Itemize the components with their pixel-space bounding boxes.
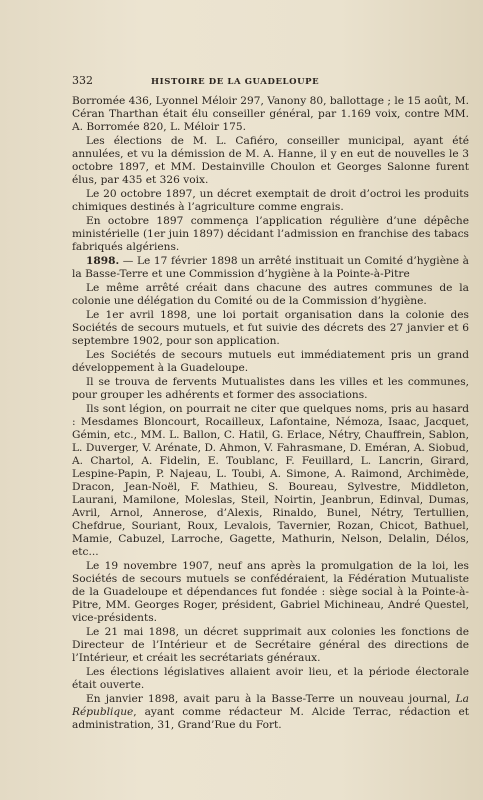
paragraph: Les Sociétés de secours mutuels eut immédiatement pris un grand développement à la Guadeloupe.: [72, 349, 469, 374]
paragraph: Le 1er avril 1898, une loi portait organisation dans la colonie des Sociétés de secours mutuels, et fut suivie des décrets des 27 janvier et 6 septembre 1902, pour son application.: [72, 309, 469, 347]
page-number: 332: [72, 74, 93, 87]
year-heading: 1898.: [86, 255, 120, 267]
paragraph-year-1898: [72, 255, 469, 281]
paragraph: Il se trouva de fervents Mutualistes dans les villes et les communes, pour grouper les adhérents et former des associations.: [72, 376, 469, 401]
paragraph: En octobre 1897 commença l’application régulière d’une dépêche ministérielle (1er juin 1897) décidant l’admission en franchise des tabacs fabriqués algériens.: [72, 215, 469, 253]
paragraph: Les élections législatives allaient avoir lieu, et la période électorale était ouverte.: [72, 666, 469, 691]
paragraph: Ils sont légion, on pourrait ne citer que quelques noms, pris au hasard : Mesdames Bloncourt, Rocailleux, Lafontaine, Némoza, Isaac, Jacquet, Gémin, etc., MM. L. Ballon, C. Hatil, G. Erlace, Nétry, Chauffrein, Sablon, L. Duverger, V. Arénate, D. Ahmon, V. Fahrasmane, D. Eméran, A. Siobud, A. Chartol, A. Fidelin, E. Toublanc, F. Feuillard, L. Lancrin, Girard, Lespine-Papin, P. Najeau, L. Toubi, A. Simone, A. Raimond, Archimède, Dracon, Jean-Noël, F. Mathieu, S. Boureau, Sylvestre, Middleton, Laurani, Mamilone, Moleslas, Steil, Noirtin, Jeanbrun, Edinval, Dumas, Avril, Arnol, Annerose, d’Alexis, Rinaldo, Bunel, Nétry, Tertullien, Chefdrue, Souriant, Roux, Levalois, Tavernier, Rozan, Chicot, Bathuel, Mamie, Cabuzel, Larroche, Gagette, Mathurin, Nelson, Delalin, Délos, etc...: [72, 403, 469, 558]
paragraph: Borromée 436, Lyonnel Méloir 297, Vanony 80, ballottage ; le 15 août, M. Céran Tharthan était élu conseiller général, par 1.169 voix, contre MM. A. Borromée 820, L. Méloir 175.: [72, 95, 469, 133]
paragraph-text: , ayant comme rédacteur M. Alcide Terrac, rédaction et administration, 31, Grand’Rue du Fort.: [72, 706, 469, 731]
paragraph: Le même arrêté créait dans chacune des autres communes de la colonie une délégation du Comité ou de la Commission d’hygiène.: [72, 282, 469, 307]
page-header: [72, 74, 469, 87]
paragraph: Le 19 novembre 1907, neuf ans après la promulgation de la loi, les Sociétés de secours mutuels se confédéraient, la Fédération Mutualiste de la Guadeloupe et dépendances fut fondée : siège social à la Pointe-à-Pitre, MM. Georges Roger, président, Gabriel Michineau, André Questel, vice-présidents.: [72, 560, 469, 624]
paragraph: Le 20 octobre 1897, un décret exemptait de droit d’octroi les produits chimiques destinés à l’agriculture comme engrais.: [72, 188, 469, 213]
paragraph: [72, 693, 469, 732]
newspaper-title: La République: [72, 693, 469, 718]
paragraph: Les élections de M. L. Cafiéro, conseiller municipal, ayant été annulées, et vu la démission de M. A. Hanne, il y en eut de nouvelles le 3 octobre 1897, et MM. Destainville Choulon et Georges Salonne furent élus, par 435 et 326 voix.: [72, 135, 469, 186]
paragraph-text: — Le 17 février 1898 un arrêté instituait un Comité d’hygiène à la Basse-Terre et une Commission d’hygiène à la Pointe-à-Pitre: [72, 255, 469, 280]
running-title: HISTOIRE DE LA GUADELOUPE: [151, 77, 320, 87]
page-body: [72, 95, 469, 732]
paragraph: Le 21 mai 1898, un décret supprimait aux colonies les fonctions de Directeur de l’Intérieur et de Secrétaire général des directions de l’Intérieur, et créait les secrétariats généraux.: [72, 626, 469, 664]
paragraph-text: En janvier 1898, avait paru à la Basse-Terre un nouveau journal,: [86, 693, 456, 705]
